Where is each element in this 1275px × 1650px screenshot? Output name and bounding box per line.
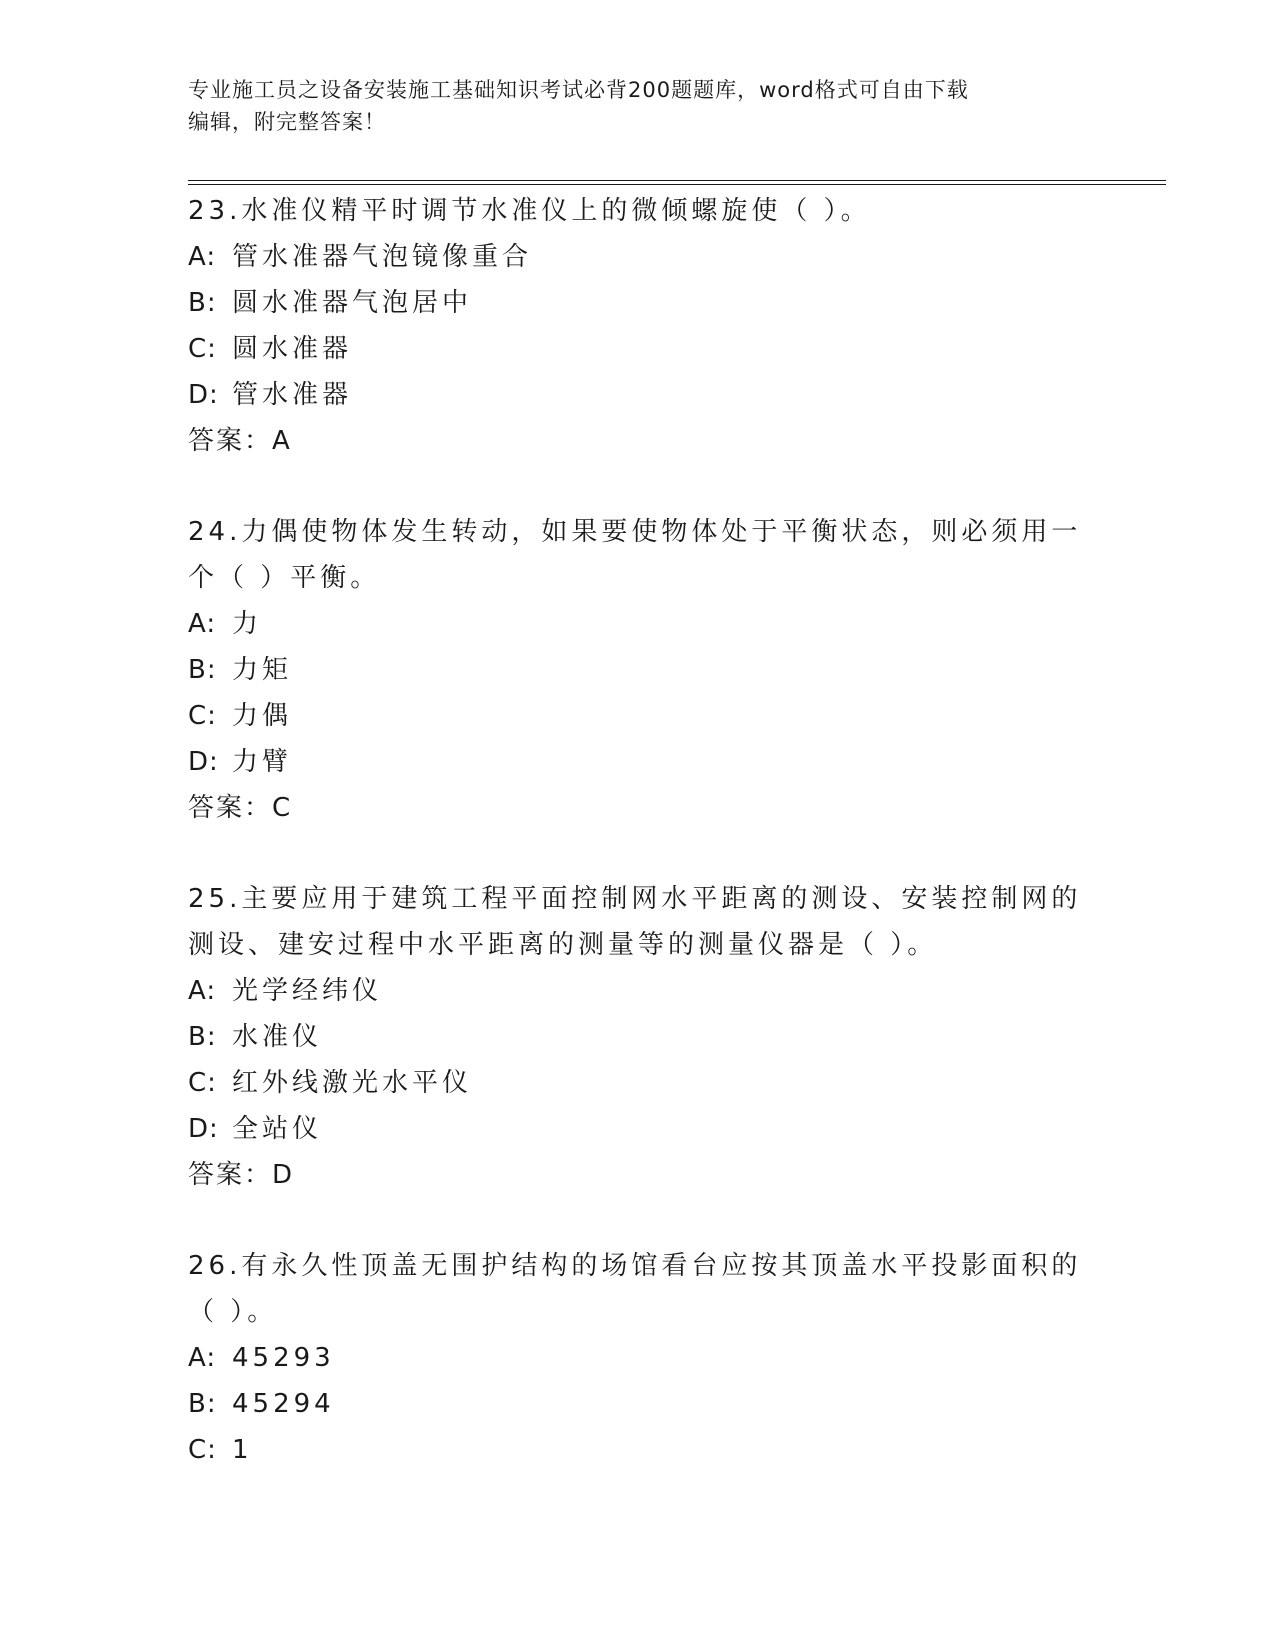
- option-text: 力臂: [232, 747, 293, 777]
- option-letter: B:: [188, 1022, 217, 1052]
- question-list: [188, 188, 1088, 1518]
- option-a: [188, 601, 1088, 647]
- option-text: 力矩: [232, 655, 293, 685]
- option-a: [188, 1335, 1088, 1381]
- option-letter: A:: [188, 609, 217, 639]
- question-text: 25.主要应用于建筑工程平面控制网水平距离的测设、安装控制网的测设、建安过程中水平距离的测量等的测量仪器是（ ）。: [188, 884, 1082, 960]
- option-text: 45293: [232, 1343, 335, 1373]
- option-letter: A:: [188, 242, 217, 272]
- option-text: 水准仪: [232, 1022, 323, 1052]
- option-text: 红外线激光水平仪: [232, 1068, 473, 1098]
- option-letter: B:: [188, 655, 217, 685]
- option-letter: C:: [188, 701, 217, 731]
- question-text: 26.有永久性顶盖无围护结构的场馆看台应按其顶盖水平投影面积的（ ）。: [188, 1251, 1082, 1327]
- question-23: [188, 188, 1088, 464]
- option-text: 圆水准器气泡居中: [232, 288, 473, 318]
- document-header: [188, 74, 1088, 138]
- option-letter: D:: [188, 380, 219, 410]
- option-c: [188, 1427, 1088, 1473]
- answer-text: 答案：C: [188, 793, 293, 823]
- answer-text: 答案：D: [188, 1160, 295, 1190]
- option-c: [188, 693, 1088, 739]
- question-text: 24.力偶使物体发生转动，如果要使物体处于平衡状态，则必须用一个（ ）平衡。: [188, 517, 1082, 593]
- header-divider-bottom: [188, 184, 1166, 185]
- option-letter: A:: [188, 1343, 217, 1373]
- header-line-1: 专业施工员之设备安装施工基础知识考试必背200题题库，word格式可自由下载: [188, 78, 969, 102]
- question-25: [188, 876, 1088, 1198]
- option-text: 光学经纬仪: [232, 976, 383, 1006]
- option-b: [188, 647, 1088, 693]
- option-letter: D:: [188, 747, 219, 777]
- option-d: [188, 739, 1088, 785]
- answer-text: 答案：A: [188, 426, 292, 456]
- option-text: 全站仪: [232, 1114, 323, 1144]
- option-b: [188, 1381, 1088, 1427]
- option-letter: D:: [188, 1114, 219, 1144]
- option-text: 45294: [232, 1389, 335, 1419]
- option-a: [188, 234, 1088, 280]
- header-line-2: 编辑，附完整答案！: [188, 110, 386, 134]
- option-text: 圆水准器: [232, 334, 353, 364]
- option-text: 力: [232, 609, 263, 639]
- option-d: [188, 372, 1088, 418]
- option-letter: C:: [188, 1068, 217, 1098]
- option-text: 管水准器气泡镜像重合: [232, 242, 533, 272]
- question-24: [188, 509, 1088, 831]
- option-b: [188, 280, 1088, 326]
- option-a: [188, 968, 1088, 1014]
- option-letter: B:: [188, 1389, 217, 1419]
- option-letter: B:: [188, 288, 217, 318]
- option-b: [188, 1014, 1088, 1060]
- header-divider-top: [188, 180, 1166, 181]
- option-letter: A:: [188, 976, 217, 1006]
- question-text: 23.水准仪精平时调节水准仪上的微倾螺旋使（ ）。: [188, 196, 871, 226]
- option-text: 力偶: [232, 701, 293, 731]
- option-letter: C:: [188, 1435, 217, 1465]
- option-c: [188, 1060, 1088, 1106]
- option-d: [188, 1106, 1088, 1152]
- option-letter: C:: [188, 334, 217, 364]
- option-text: 管水准器: [232, 380, 353, 410]
- option-c: [188, 326, 1088, 372]
- question-26: [188, 1243, 1088, 1473]
- option-text: 1: [232, 1435, 253, 1465]
